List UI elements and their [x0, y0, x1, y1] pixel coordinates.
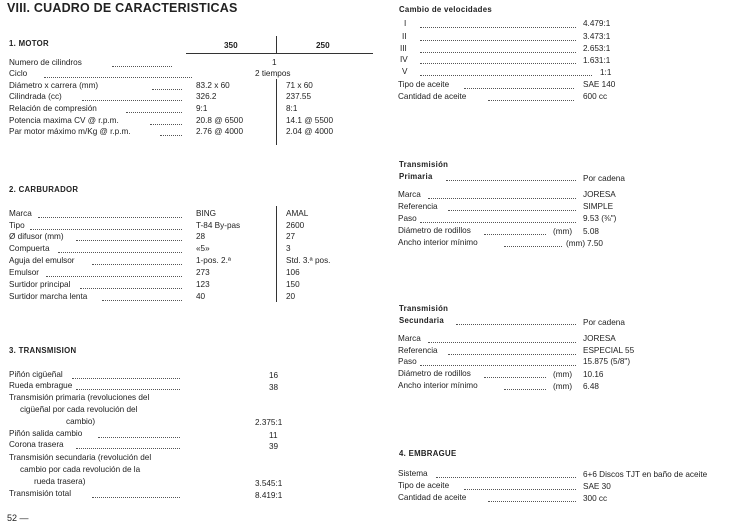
dot-leader	[92, 263, 182, 265]
motor-row-value-shared: 2 tiempos	[255, 69, 291, 78]
trans-row-value: 39	[269, 442, 279, 451]
motor-row-label: Numero de cilindros	[9, 58, 82, 67]
dot-leader	[76, 388, 180, 390]
gear-ratio: 4.479:1	[583, 19, 611, 28]
carb-value-350: 40	[196, 292, 206, 301]
trans-row-label: cambio por cada revolución de la	[20, 465, 141, 474]
dot-leader	[44, 76, 192, 78]
trans-row-label: cigüeñal por cada revolución del	[20, 405, 138, 414]
embrague-row-label: Sistema	[398, 469, 428, 478]
cambio-row-value: 600 cc	[583, 92, 608, 101]
trans-row-label: Transmisión total	[9, 489, 72, 498]
motor-row-label: Potencia maxima CV @ r.p.m.	[9, 116, 119, 125]
carb-row-label: Emulsor	[9, 268, 40, 277]
secundaria-row-value: JORESA	[583, 334, 616, 343]
primaria-row-label: Marca	[398, 190, 421, 199]
motor-value-350: 2.76 @ 4000	[196, 127, 244, 136]
dot-leader	[46, 275, 182, 277]
carb-value-350: «5»	[196, 244, 210, 253]
column-header-250: 250	[316, 41, 330, 50]
carb-value-250: 150	[286, 280, 300, 289]
motor-row-label: Diámetro x carrera (mm)	[9, 81, 99, 90]
column-header-350: 350	[224, 41, 238, 50]
motor-value-250: 71 x 60	[286, 81, 313, 90]
dot-leader	[456, 323, 576, 325]
trans-row-value: 11	[269, 431, 278, 440]
dot-leader	[76, 239, 182, 241]
carb-row-label: Surtidor principal	[9, 280, 71, 289]
gear-label: IV	[400, 55, 408, 64]
primaria-row-unit: (mm)	[553, 227, 573, 236]
trans-row-value: 2.375:1	[255, 418, 283, 427]
carb-row-label: Ø difusor (mm)	[9, 232, 64, 241]
primaria-row-value: 5.08	[583, 227, 599, 236]
dot-leader	[420, 221, 576, 223]
secundaria-row-label: Paso	[398, 357, 417, 366]
trans-row-label: Corona trasera	[9, 440, 64, 449]
dot-leader	[102, 299, 182, 301]
page-number: 52 —	[7, 513, 29, 523]
carb-row-label: Marca	[9, 209, 32, 218]
dot-leader	[504, 245, 562, 247]
trans-row-label: rueda trasera)	[34, 477, 86, 486]
dot-leader	[112, 65, 172, 67]
dot-leader	[82, 99, 182, 101]
dot-leader	[504, 388, 546, 390]
secundaria-row-value: 15.875 (5/8")	[583, 357, 631, 366]
secundaria-row-value: ESPECIAL 55	[583, 346, 635, 355]
primaria-row-label: Paso	[398, 214, 417, 223]
dot-leader	[150, 123, 182, 125]
primaria-row-value: SIMPLE	[583, 202, 614, 211]
carb-row-label: Aguja del emulsor	[9, 256, 75, 265]
motor-row-label: Relación de compresión	[9, 104, 97, 113]
dot-leader	[484, 233, 546, 235]
motor-row-label: Cilindrada (cc)	[9, 92, 62, 101]
gear-ratio: 1:1	[600, 68, 612, 77]
carb-value-350: 273	[196, 268, 210, 277]
dot-leader	[76, 447, 180, 449]
secundaria-row-unit: (mm)	[553, 370, 573, 379]
carb-value-350: 1-pos. 2.ª	[196, 256, 231, 265]
gear-label: III	[400, 44, 407, 53]
primaria-row-label: Diámetro de rodillos	[398, 226, 471, 235]
section-heading-transmision: 3. TRANSMISION	[9, 346, 77, 355]
section-heading-embrague: 4. EMBRAGUE	[399, 449, 457, 458]
motor-value-250: 14.1 @ 5500	[286, 116, 334, 125]
primaria-row-label: Ancho interior mínimo	[398, 238, 478, 247]
embrague-row-label: Tipo de aceite	[398, 481, 450, 490]
carb-row-label: Tipo	[9, 221, 25, 230]
carb-value-250: 106	[286, 268, 300, 277]
primaria-row-value: 9.53 (⅜")	[583, 214, 617, 223]
secundaria-row-label: Ancho interior mínimo	[398, 381, 478, 390]
dot-leader	[488, 500, 576, 502]
carb-value-250: 20	[286, 292, 296, 301]
carb-value-350: T-84 By-pas	[196, 221, 241, 230]
motor-row-label: Par motor máximo m/Kg @ r.p.m.	[9, 127, 131, 136]
motor-value-350: 83.2 x 60	[196, 81, 230, 90]
cambio-row-value: SAE 140	[583, 80, 616, 89]
motor-row-label: Ciclo	[9, 69, 28, 78]
trans-row-label: cambio)	[66, 417, 96, 426]
trans-row-label: Transmisión secundaria (revolución del	[9, 453, 152, 462]
dot-leader	[98, 436, 180, 438]
carb-value-250: AMAL	[286, 209, 309, 218]
page-title: VIII. CUADRO DE CARACTERISTICAS	[7, 1, 238, 15]
dot-leader	[126, 111, 182, 113]
dot-leader	[80, 287, 182, 289]
motor-value-350: 326.2	[196, 92, 217, 101]
dot-leader	[488, 99, 574, 101]
motor-value-350: 9:1	[196, 104, 208, 113]
dot-leader	[420, 39, 576, 41]
embrague-row-value: SAE 30	[583, 482, 611, 491]
dot-leader	[436, 476, 576, 478]
dot-leader	[30, 228, 182, 230]
heading-cambio: Cambio de velocidades	[399, 5, 492, 14]
dot-leader	[420, 364, 576, 366]
column-divider	[276, 206, 277, 302]
motor-row-value-shared: 1	[272, 58, 277, 67]
trans-row-label: Piñón salida cambio	[9, 429, 83, 438]
carb-row-label: Surtidor marcha lenta	[9, 292, 88, 301]
secundaria-row-label: Diámetro de rodillos	[398, 369, 471, 378]
dot-leader	[446, 179, 576, 181]
trans-row-value: 16	[269, 371, 279, 380]
secundaria-row-value: 6.48	[583, 382, 599, 391]
dot-leader	[448, 353, 576, 355]
carb-value-250: 27	[286, 232, 296, 241]
carb-value-250: 3	[286, 244, 291, 253]
subheading-secundaria: Secundaria	[399, 316, 445, 325]
trans-row-value: 38	[269, 383, 279, 392]
secundaria-row-unit: (mm)	[553, 382, 573, 391]
motor-value-250: 8:1	[286, 104, 298, 113]
cambio-row-label: Cantidad de aceite	[398, 92, 467, 101]
primaria-type-value: Por cadena	[583, 174, 625, 183]
subheading-primaria: Primaria	[399, 172, 433, 181]
secundaria-row-value: 10.16	[583, 370, 604, 379]
carb-value-250: 2600	[286, 221, 305, 230]
dot-leader	[38, 216, 182, 218]
secundaria-type-value: Por cadena	[583, 318, 625, 327]
primaria-row-unit: (mm)	[566, 239, 586, 248]
embrague-row-label: Cantidad de aceite	[398, 493, 467, 502]
heading-transmision-secundaria: Transmisión	[399, 304, 449, 313]
primaria-row-label: Referencia	[398, 202, 438, 211]
dot-leader	[420, 51, 576, 53]
gear-ratio: 3.473:1	[583, 32, 611, 41]
primaria-row-value: 7.50	[587, 239, 603, 248]
secundaria-row-label: Marca	[398, 334, 421, 343]
carb-value-350: 28	[196, 232, 206, 241]
gear-ratio: 1.631:1	[583, 56, 611, 65]
primaria-row-value: JORESA	[583, 190, 616, 199]
trans-row-label: Piñón cigüeñal	[9, 370, 63, 379]
trans-row-value: 8.419:1	[255, 491, 283, 500]
dot-leader	[464, 87, 574, 89]
dot-leader	[428, 341, 576, 343]
motor-value-250: 2.04 @ 4000	[286, 127, 334, 136]
secundaria-row-label: Referencia	[398, 346, 438, 355]
header-underline	[186, 53, 373, 54]
gear-label: I	[404, 19, 407, 28]
dot-leader	[72, 377, 180, 379]
dot-leader	[58, 251, 182, 253]
dot-leader	[420, 62, 576, 64]
dot-leader	[420, 74, 592, 76]
gear-label: V	[402, 67, 408, 76]
section-heading-motor: 1. MOTOR	[9, 39, 49, 48]
trans-row-label: Transmisión primaria (revoluciones del	[9, 393, 150, 402]
dot-leader	[160, 134, 182, 136]
column-divider	[276, 79, 277, 145]
dot-leader	[464, 488, 576, 490]
trans-row-value: 3.545:1	[255, 479, 283, 488]
embrague-row-value: 6+6 Discos TJT en baño de aceite	[583, 470, 708, 479]
trans-row-label: Rueda embrague	[9, 381, 73, 390]
embrague-row-value: 300 cc	[583, 494, 608, 503]
heading-transmision-primaria: Transmisión	[399, 160, 449, 169]
section-heading-carburador: 2. CARBURADOR	[9, 185, 79, 194]
dot-leader	[448, 209, 576, 211]
gear-label: II	[402, 32, 407, 41]
cambio-row-label: Tipo de aceite	[398, 80, 450, 89]
motor-value-350: 20.8 @ 6500	[196, 116, 244, 125]
carb-value-350: BING	[196, 209, 217, 218]
dot-leader	[92, 496, 180, 498]
carb-value-250: Std. 3.ª pos.	[286, 256, 331, 265]
dot-leader	[484, 376, 546, 378]
gear-ratio: 2.653:1	[583, 44, 611, 53]
dot-leader	[152, 88, 182, 90]
dot-leader	[428, 197, 576, 199]
dot-leader	[420, 26, 576, 28]
motor-value-250: 237.55	[286, 92, 312, 101]
column-divider	[276, 36, 277, 53]
carb-row-label: Compuerta	[9, 244, 50, 253]
carb-value-350: 123	[196, 280, 210, 289]
